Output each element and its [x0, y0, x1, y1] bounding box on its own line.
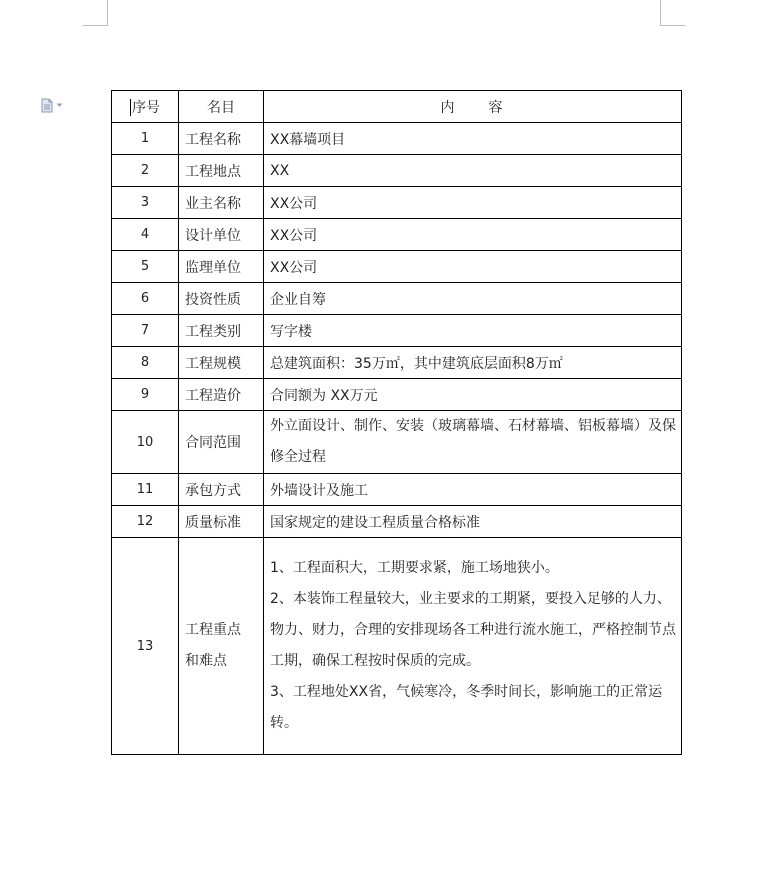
- row-number: 5: [112, 251, 179, 283]
- header-content-cell: [264, 91, 682, 123]
- chevron-down-icon: [56, 103, 63, 108]
- row-name: 设计单位: [179, 219, 264, 251]
- row-name: 工程类别: [179, 315, 264, 347]
- row-number: 11: [112, 474, 179, 506]
- table-row: [112, 315, 682, 347]
- row-number: 3: [112, 187, 179, 219]
- header-name: 名目: [207, 99, 235, 116]
- row-content: 写字楼: [264, 315, 682, 347]
- row-name: 质量标准: [179, 506, 264, 538]
- project-info-table: [111, 90, 682, 755]
- row-content: 外墙设计及施工: [264, 474, 682, 506]
- row-name: [179, 538, 264, 755]
- row-name-line: 工程重点: [185, 622, 241, 638]
- row-name: 监理单位: [179, 251, 264, 283]
- table-row: [112, 123, 682, 155]
- row-content: 企业自筹: [264, 283, 682, 315]
- row-content: 国家规定的建设工程质量合格标准: [264, 506, 682, 538]
- header-seq-cell[interactable]: [112, 91, 179, 123]
- table-row: [112, 251, 682, 283]
- row-number: 8: [112, 347, 179, 379]
- row-number: 12: [112, 506, 179, 538]
- row-number: 1: [112, 123, 179, 155]
- header-seq: 序号: [132, 99, 160, 116]
- row-content: XX: [264, 155, 682, 187]
- row-content: 外立面设计、制作、安装（玻璃幕墙、石材幕墙、铝板幕墙）及保修全过程: [264, 411, 682, 474]
- table-row: [112, 411, 682, 474]
- row-content: [264, 538, 682, 755]
- row-name: 工程规模: [179, 347, 264, 379]
- table-row: [112, 187, 682, 219]
- row-number: 10: [112, 411, 179, 474]
- row-number: 6: [112, 283, 179, 315]
- row-name: 合同范围: [179, 411, 264, 474]
- row-name: 承包方式: [179, 474, 264, 506]
- row-content: XX幕墙项目: [264, 123, 682, 155]
- table-row: [112, 283, 682, 315]
- text-cursor: [130, 99, 131, 116]
- row-name: 投资性质: [179, 283, 264, 315]
- table-row: [112, 379, 682, 411]
- row-name: 工程地点: [179, 155, 264, 187]
- row-content: 合同额为 XX万元: [264, 379, 682, 411]
- row-name: 工程名称: [179, 123, 264, 155]
- page-corner-mark-top-right: [660, 0, 685, 26]
- table-header-row: [112, 91, 682, 123]
- table-options-control[interactable]: [41, 96, 69, 114]
- row-number: 7: [112, 315, 179, 347]
- table-row: [112, 474, 682, 506]
- difficulty-paragraph: 1、工程面积大，工期要求紧，施工场地狭小。: [270, 560, 559, 576]
- table-row: [112, 538, 682, 755]
- table-row: [112, 506, 682, 538]
- row-number: 4: [112, 219, 179, 251]
- row-number: 9: [112, 379, 179, 411]
- header-content: 内 容: [440, 99, 505, 116]
- document-icon: [41, 98, 53, 113]
- row-content: XX公司: [264, 219, 682, 251]
- row-content: XX公司: [264, 187, 682, 219]
- table-row: [112, 347, 682, 379]
- row-content: 总建筑面积：35万㎡，其中建筑底层面积8万㎡: [264, 347, 682, 379]
- row-content: XX公司: [264, 251, 682, 283]
- row-name-line: 和难点: [185, 653, 227, 669]
- difficulty-paragraph: 2、本装饰工程量较大，业主要求的工期紧，要投入足够的人力、物力、财力，合理的安排现场各工种进行流水施工，严格控制节点工期，确保工程按时保质的完成。: [270, 591, 676, 669]
- difficulty-paragraph: 3、工程地处XX省，气候寒冷，冬季时间长，影响施工的正常运转。: [270, 684, 663, 731]
- table-row: [112, 155, 682, 187]
- row-name: 工程造价: [179, 379, 264, 411]
- row-number: 2: [112, 155, 179, 187]
- page-corner-mark-top-left: [83, 0, 108, 26]
- row-number: 13: [112, 538, 179, 755]
- header-name-cell: [179, 91, 264, 123]
- row-name: 业主名称: [179, 187, 264, 219]
- table-row: [112, 219, 682, 251]
